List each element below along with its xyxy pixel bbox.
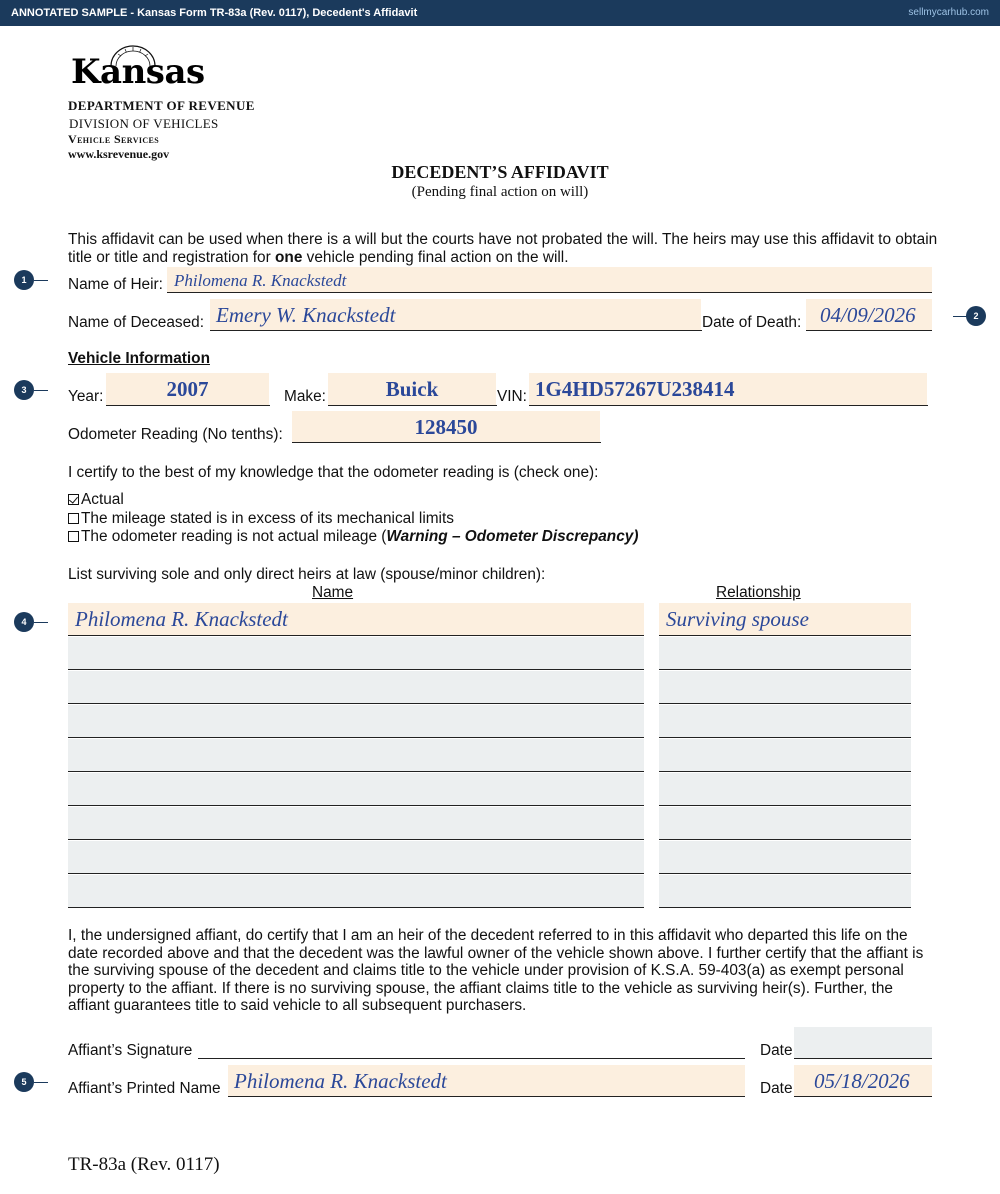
printed-name-underline [228,1096,745,1097]
deceased-name-label: Name of Deceased: [68,314,205,331]
heir-row-relationship-field[interactable] [659,773,911,806]
checkbox-checked-icon[interactable] [68,494,79,505]
year-value: 2007 [166,377,209,401]
form-number: TR-83a (Rev. 0117) [68,1154,220,1175]
heir-row-relationship-field[interactable] [659,739,911,772]
heir-row-relationship-field[interactable] [659,637,911,670]
form-title: DECEDENT’S AFFIDAVIT [391,162,609,182]
callout-1-line [34,280,48,281]
heir-row-name-field[interactable] [68,671,644,704]
odometer-underline [292,442,601,443]
banner-title: ANNOTATED SAMPLE - Kansas Form TR-83a (Rev. 0117), Decedent's Affidavit [11,7,418,19]
vin-label: VIN: [497,388,527,405]
heir-name-value: Philomena R. Knackstedt [174,271,347,290]
printed-date-label: Date [760,1080,793,1097]
kansas-logo: Kansas [71,52,205,92]
heir-row-name-field[interactable] [68,637,644,670]
callout-5-line [34,1082,48,1083]
form-subtitle: (Pending final action on will) [411,184,589,200]
column-header-relationship: Relationship [716,584,801,601]
intro-paragraph: This affidavit can be used when there is a will but the courts have not probated the will. The heirs may use this affidavit to obtain title or title and registration for one vehicle pending final action on the will. [68,231,938,266]
callout-4: 4 [14,612,34,632]
heir-row-relationship-field[interactable] [659,671,911,704]
heir-row-name-value: Philomena R. Knackstedt [75,607,288,631]
callout-4-line [34,622,48,623]
division-name: DIVISION OF VEHICLES [69,116,219,131]
checkbox-icon[interactable] [68,531,79,542]
date-of-death-label: Date of Death: [702,314,802,331]
make-value: Buick [385,377,439,401]
heir-row-relationship-field[interactable] [659,603,911,636]
year-underline [106,405,270,406]
signature-date-label: Date [760,1042,793,1059]
option-excess[interactable]: The mileage stated is in excess of its mechanical limits [68,510,454,528]
callout-1: 1 [14,270,34,290]
date-of-death-value: 04/09/2026 [820,303,916,327]
heir-row-name-field[interactable] [68,773,644,806]
callout-3: 3 [14,380,34,400]
heir-row-relationship-field[interactable] [659,841,911,874]
heir-row-relationship-value: Surviving spouse [666,607,809,631]
heirs-list-intro: List surviving sole and only direct heirs at law (spouse/minor children): [68,566,546,583]
heir-row-name-field[interactable] [68,841,644,874]
heir-row-relationship-field[interactable] [659,705,911,738]
website: www.ksrevenue.gov [68,147,170,161]
printed-date-underline [794,1096,932,1097]
certify-odometer-text: I certify to the best of my knowledge that the odometer reading is (check one): [68,464,599,481]
heir-row-name-field[interactable] [68,875,644,908]
vin-underline [529,405,928,406]
option-not-actual[interactable]: The odometer reading is not actual mileage (Warning – Odometer Discrepancy) [68,528,638,546]
certification-paragraph: I, the undersigned affiant, do certify that I am an heir of the decedent referred to in this affidavit who departed this life on the date recorded above and that the decedent was the lawful owner of the vehicle shown above. I further certify that the affiant is the surviving spouse of the decedent and claims title to the vehicle under provision of K.S.A. 59-403(a) as exempt personal property to the affiant. If there is no surviving spouse, the affiant claims title to the vehicle as surviving heir(s). Further, the affiant guarantees title to said vehicle to all subsequent purchasers. [68,927,924,1014]
heir-row-name-field[interactable] [68,739,644,772]
column-header-name: Name [312,584,354,601]
banner-source-link[interactable]: sellmycarhub.com [908,7,989,18]
vin-value: 1G4HD57267U238414 [535,377,735,401]
callout-3-line [34,390,48,391]
make-underline [328,405,497,406]
services-name: Vehicle Services [68,132,160,146]
callout-2: 2 [966,306,986,326]
year-label: Year: [68,388,104,405]
checkbox-icon[interactable] [68,513,79,524]
vehicle-info-heading: Vehicle Information [68,350,210,367]
heir-row-name-field[interactable] [68,705,644,738]
option-actual[interactable]: Actual [68,491,124,509]
deceased-name-underline [210,330,702,331]
callout-2-line [953,316,967,317]
department-name: DEPARTMENT OF REVENUE [68,98,255,113]
printed-date-value: 05/18/2026 [814,1069,910,1093]
signature-date-underline [794,1058,932,1059]
odometer-value: 128450 [414,415,478,439]
signature-date-field[interactable] [794,1027,932,1058]
heir-row-relationship-field[interactable] [659,875,911,908]
heir-row-name-field[interactable] [68,603,644,636]
signature-label: Affiant’s Signature [68,1042,193,1059]
heir-name-underline [167,292,932,293]
annotation-banner [0,0,1000,26]
signature-line[interactable] [198,1058,745,1059]
odometer-label: Odometer Reading (No tenths): [68,426,283,443]
callout-5: 5 [14,1072,34,1092]
heir-row-relationship-field[interactable] [659,807,911,840]
heir-name-label: Name of Heir: [68,276,163,293]
printed-name-value: Philomena R. Knackstedt [234,1069,447,1093]
printed-name-label: Affiant’s Printed Name [68,1080,221,1097]
make-label: Make: [284,388,326,405]
heir-row-name-field[interactable] [68,807,644,840]
deceased-name-value: Emery W. Knackstedt [216,303,396,327]
date-of-death-underline [806,330,932,331]
